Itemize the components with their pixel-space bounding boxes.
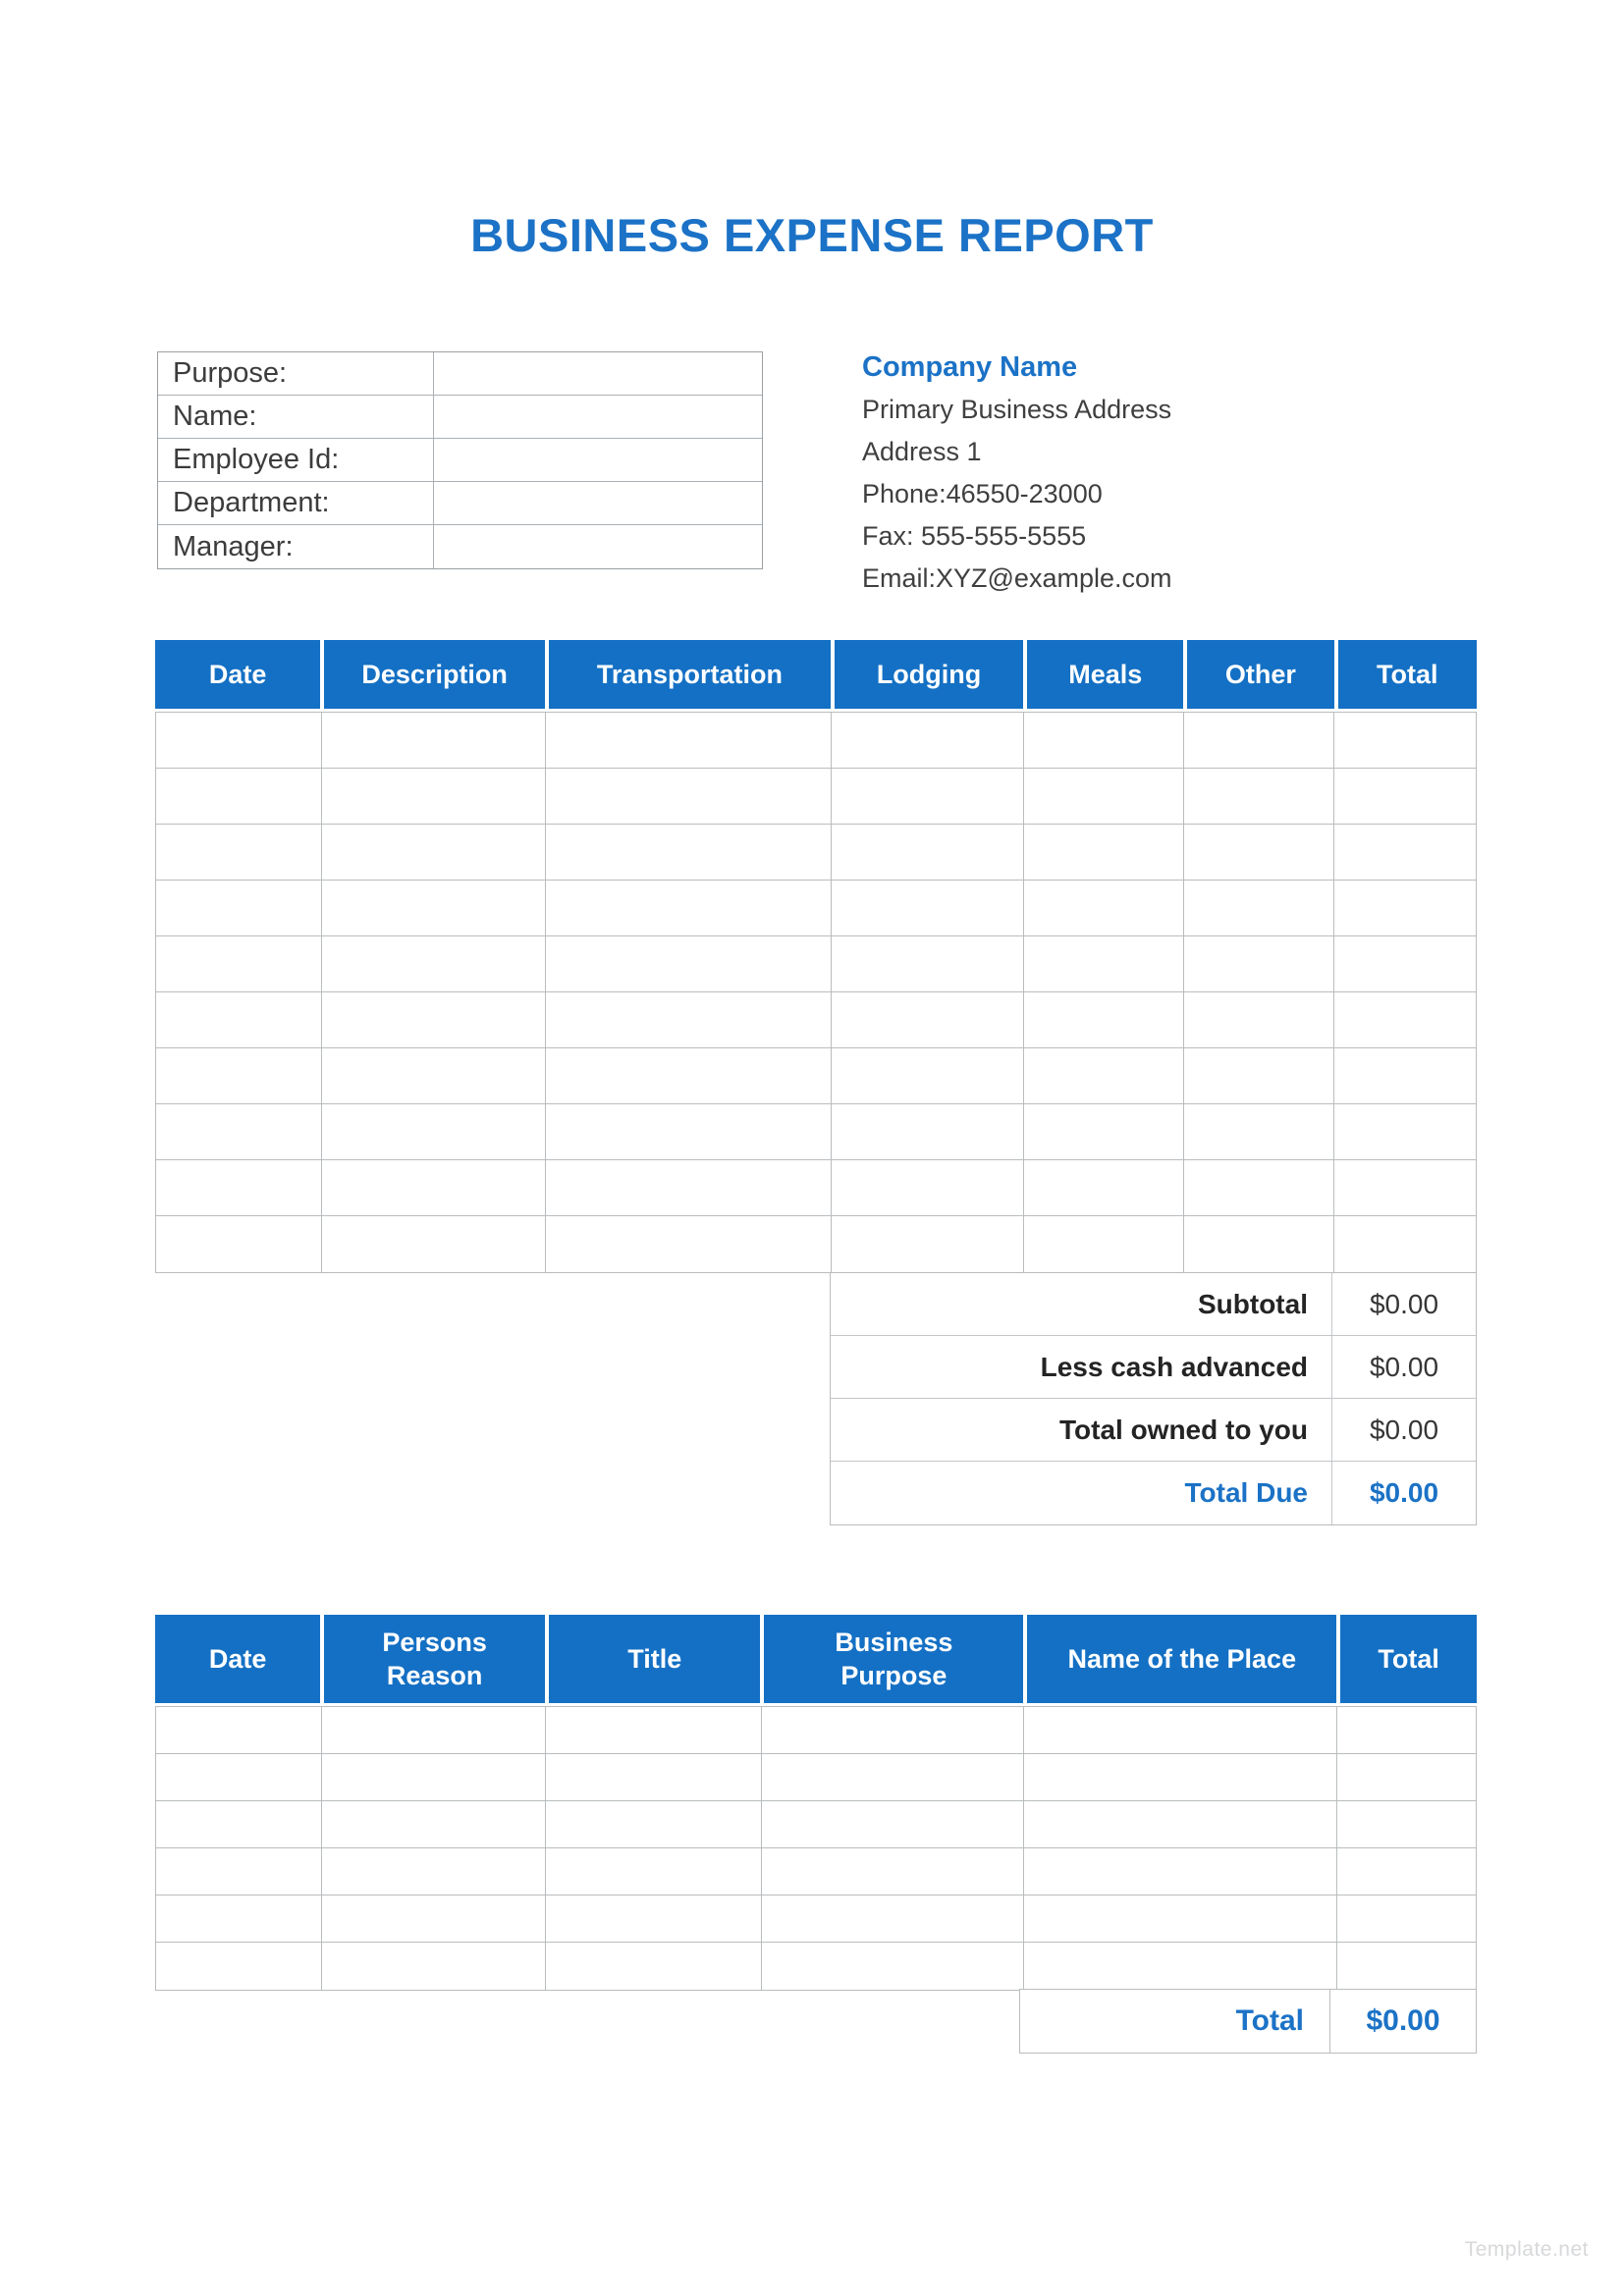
empty-cell[interactable] (761, 1801, 1023, 1847)
empty-cell[interactable] (321, 713, 545, 768)
empty-cell[interactable] (1023, 1801, 1336, 1847)
less-cash-advanced-value[interactable]: $0.00 (1331, 1336, 1476, 1398)
empty-cell[interactable] (545, 1160, 830, 1215)
empty-cell[interactable] (831, 1160, 1023, 1215)
name-input-cell[interactable] (434, 396, 762, 438)
empty-cell[interactable] (1183, 769, 1333, 824)
total-owned-label: Total owned to you (1058, 1414, 1308, 1445)
company-email: Email:XYZ@example.com (862, 563, 1172, 593)
expense-summary (830, 1272, 1477, 1525)
manager-input-cell[interactable] (434, 525, 762, 568)
empty-cell[interactable] (156, 1707, 321, 1753)
empty-cell[interactable] (1336, 1943, 1476, 1990)
entertainment-table-body (155, 1706, 1477, 1991)
subtotal-label: Subtotal (1198, 1288, 1308, 1319)
company-fax: Fax: 555-555-5555 (862, 521, 1087, 551)
company-address-line-1: Primary Business Address (862, 395, 1172, 424)
total-due-label: Total Due (1184, 1477, 1308, 1508)
empty-cell[interactable] (156, 825, 321, 880)
department-input-cell[interactable] (434, 482, 762, 524)
total-owned-value[interactable]: $0.00 (1331, 1399, 1476, 1461)
empty-cell[interactable] (1023, 936, 1183, 991)
table-row (156, 936, 1476, 992)
purpose-input-cell[interactable] (434, 352, 762, 395)
expense-header-total: Total (1334, 640, 1477, 709)
empty-cell[interactable] (156, 992, 321, 1047)
table-row (156, 1104, 1476, 1160)
ent-header-title: Title (545, 1615, 760, 1703)
empty-cell[interactable] (1023, 1848, 1336, 1895)
empty-cell[interactable] (545, 713, 830, 768)
empty-cell[interactable] (321, 992, 545, 1047)
empty-cell[interactable] (1333, 1104, 1476, 1159)
empty-cell[interactable] (156, 713, 321, 768)
expense-table-body (155, 712, 1477, 1273)
empty-cell[interactable] (156, 1848, 321, 1895)
empty-cell[interactable] (1183, 1104, 1333, 1159)
empty-cell[interactable] (321, 1160, 545, 1215)
empty-cell[interactable] (1183, 1216, 1333, 1272)
summary-row-less-cash-advanced (831, 1336, 1476, 1399)
empty-cell[interactable] (1023, 825, 1183, 880)
summary-row-total-due (831, 1462, 1476, 1524)
empty-cell[interactable] (1023, 992, 1183, 1047)
empty-cell[interactable] (545, 1943, 760, 1990)
empty-cell[interactable] (545, 1848, 760, 1895)
entertainment-total-row (1019, 1989, 1477, 2054)
empty-cell[interactable] (831, 1048, 1023, 1103)
entertainment-table-header (155, 1615, 1477, 1703)
empty-cell[interactable] (761, 1896, 1023, 1942)
empty-cell[interactable] (1333, 1160, 1476, 1215)
watermark: Template.net (1464, 2238, 1589, 2261)
empty-cell[interactable] (156, 1048, 321, 1103)
entertainment-table (155, 1615, 1477, 1991)
empty-cell[interactable] (321, 936, 545, 991)
info-row-department (158, 482, 762, 525)
empty-cell[interactable] (321, 881, 545, 935)
empty-cell[interactable] (1336, 1707, 1476, 1753)
empty-cell[interactable] (1333, 992, 1476, 1047)
empty-cell[interactable] (1183, 992, 1333, 1047)
empty-cell[interactable] (156, 1801, 321, 1847)
empty-cell[interactable] (545, 825, 830, 880)
empty-cell[interactable] (1336, 1896, 1476, 1942)
ent-header-persons-reason: Persons Reason (320, 1615, 545, 1703)
empty-cell[interactable] (1336, 1848, 1476, 1895)
empty-cell[interactable] (321, 1104, 545, 1159)
employee-id-label: Employee Id: (158, 439, 434, 481)
empty-cell[interactable] (545, 769, 830, 824)
empty-cell[interactable] (321, 1943, 545, 1990)
empty-cell[interactable] (321, 1848, 545, 1895)
empty-cell[interactable] (545, 936, 830, 991)
empty-cell[interactable] (831, 992, 1023, 1047)
info-row-manager (158, 525, 762, 568)
empty-cell[interactable] (156, 769, 321, 824)
empty-cell[interactable] (1023, 1896, 1336, 1942)
total-due-value[interactable]: $0.00 (1331, 1462, 1476, 1524)
company-phone: Phone:46550-23000 (862, 479, 1103, 508)
expense-header-description: Description (320, 640, 545, 709)
table-row (156, 992, 1476, 1048)
info-row-name (158, 396, 762, 439)
empty-cell[interactable] (1183, 881, 1333, 935)
employee-id-input-cell[interactable] (434, 439, 762, 481)
empty-cell[interactable] (1333, 713, 1476, 768)
empty-cell[interactable] (1183, 1048, 1333, 1103)
empty-cell[interactable] (761, 1943, 1023, 1990)
department-label: Department: (158, 482, 434, 524)
ent-header-date: Date (155, 1615, 320, 1703)
empty-cell[interactable] (156, 1754, 321, 1800)
empty-cell[interactable] (1023, 769, 1183, 824)
empty-cell[interactable] (1183, 825, 1333, 880)
empty-cell[interactable] (1023, 1707, 1336, 1753)
empty-cell[interactable] (1023, 881, 1183, 935)
empty-cell[interactable] (831, 825, 1023, 880)
empty-cell[interactable] (1023, 713, 1183, 768)
empty-cell[interactable] (156, 881, 321, 935)
empty-cell[interactable] (1336, 1754, 1476, 1800)
empty-cell[interactable] (1023, 1160, 1183, 1215)
table-row (156, 1048, 1476, 1104)
ent-header-business-purpose: Business Purpose (760, 1615, 1023, 1703)
expense-header-date: Date (155, 640, 320, 709)
entertainment-total-label: Total (1235, 2004, 1304, 2037)
empty-cell[interactable] (1333, 1216, 1476, 1272)
empty-cell[interactable] (545, 1896, 760, 1942)
empty-cell[interactable] (831, 1104, 1023, 1159)
company-info-block (862, 346, 1172, 600)
expense-header-lodging: Lodging (831, 640, 1024, 709)
empty-cell[interactable] (156, 1896, 321, 1942)
empty-cell[interactable] (545, 992, 830, 1047)
empty-cell[interactable] (1183, 936, 1333, 991)
empty-cell[interactable] (831, 769, 1023, 824)
empty-cell[interactable] (545, 1216, 830, 1272)
empty-cell[interactable] (761, 1848, 1023, 1895)
table-row (156, 1801, 1476, 1848)
empty-cell[interactable] (761, 1754, 1023, 1800)
empty-cell[interactable] (545, 1707, 760, 1753)
name-label: Name: (158, 396, 434, 438)
manager-label: Manager: (158, 525, 434, 568)
empty-cell[interactable] (321, 825, 545, 880)
empty-cell[interactable] (321, 1707, 545, 1753)
empty-cell[interactable] (156, 1160, 321, 1215)
empty-cell[interactable] (156, 1216, 321, 1272)
table-row (156, 713, 1476, 769)
entertainment-total-value[interactable]: $0.00 (1329, 1990, 1476, 2053)
empty-cell[interactable] (545, 1754, 760, 1800)
empty-cell[interactable] (156, 936, 321, 991)
empty-cell[interactable] (545, 1801, 760, 1847)
empty-cell[interactable] (321, 1801, 545, 1847)
ent-header-name-of-place: Name of the Place (1023, 1615, 1336, 1703)
empty-cell[interactable] (321, 1048, 545, 1103)
ent-header-total: Total (1336, 1615, 1477, 1703)
empty-cell[interactable] (545, 1048, 830, 1103)
purpose-label: Purpose: (158, 352, 434, 395)
table-row (156, 881, 1476, 936)
empty-cell[interactable] (321, 1754, 545, 1800)
table-row (156, 1896, 1476, 1943)
employee-info-table (157, 351, 763, 569)
empty-cell[interactable] (1333, 769, 1476, 824)
empty-cell[interactable] (321, 1896, 545, 1942)
empty-cell[interactable] (1023, 1943, 1336, 1990)
empty-cell[interactable] (1023, 1216, 1183, 1272)
info-row-employee-id (158, 439, 762, 482)
less-cash-advanced-label: Less cash advanced (1040, 1351, 1308, 1382)
expense-header-transportation: Transportation (545, 640, 831, 709)
empty-cell[interactable] (321, 769, 545, 824)
table-row (156, 1754, 1476, 1801)
expense-header-other: Other (1183, 640, 1333, 709)
empty-cell[interactable] (1333, 936, 1476, 991)
summary-row-total-owned (831, 1399, 1476, 1462)
expense-table (155, 640, 1477, 1273)
empty-cell[interactable] (156, 1943, 321, 1990)
subtotal-value[interactable]: $0.00 (1331, 1273, 1476, 1335)
empty-cell[interactable] (831, 881, 1023, 935)
empty-cell[interactable] (156, 1104, 321, 1159)
empty-cell[interactable] (1023, 1048, 1183, 1103)
info-row-purpose (158, 352, 762, 396)
expense-table-header (155, 640, 1477, 709)
expense-header-meals: Meals (1023, 640, 1183, 709)
table-row (156, 1216, 1476, 1272)
table-row (156, 825, 1476, 881)
table-row (156, 1943, 1476, 1990)
empty-cell[interactable] (545, 1104, 830, 1159)
empty-cell[interactable] (831, 936, 1023, 991)
empty-cell[interactable] (1336, 1801, 1476, 1847)
summary-row-subtotal (831, 1273, 1476, 1336)
empty-cell[interactable] (321, 1216, 545, 1272)
empty-cell[interactable] (1333, 881, 1476, 935)
empty-cell[interactable] (1333, 1048, 1476, 1103)
empty-cell[interactable] (545, 881, 830, 935)
table-row (156, 769, 1476, 825)
empty-cell[interactable] (831, 1216, 1023, 1272)
company-address-line-2: Address 1 (862, 437, 982, 466)
empty-cell[interactable] (761, 1707, 1023, 1753)
empty-cell[interactable] (1183, 713, 1333, 768)
table-row (156, 1848, 1476, 1896)
empty-cell[interactable] (1023, 1754, 1336, 1800)
empty-cell[interactable] (831, 713, 1023, 768)
company-name: Company Name (862, 351, 1078, 383)
table-row (156, 1160, 1476, 1216)
empty-cell[interactable] (1183, 1160, 1333, 1215)
table-row (156, 1707, 1476, 1754)
empty-cell[interactable] (1333, 825, 1476, 880)
empty-cell[interactable] (1023, 1104, 1183, 1159)
page-title: BUSINESS EXPENSE REPORT (470, 209, 1154, 261)
